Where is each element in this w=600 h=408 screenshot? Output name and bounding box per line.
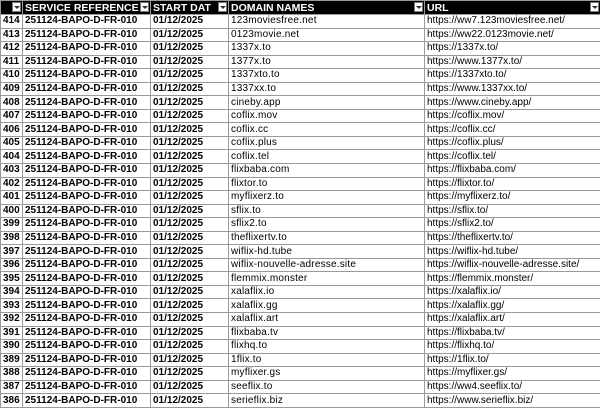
start-date-cell[interactable]: 01/12/2025: [151, 69, 229, 83]
table-row: [1, 258, 600, 272]
domain-name-cell[interactable]: 1377x.to: [229, 55, 425, 69]
domain-name-cell[interactable]: 0123movie.net: [229, 28, 425, 42]
url-cell[interactable]: https://flixtor.to/: [425, 177, 600, 191]
domain-name-cell[interactable]: 123moviesfree.net: [229, 15, 425, 29]
start-date-cell[interactable]: 01/12/2025: [151, 109, 229, 123]
column-header-start-date[interactable]: START DAT: [151, 1, 229, 15]
start-date-cell[interactable]: 01/12/2025: [151, 394, 229, 408]
url-cell[interactable]: https://flixbaba.tv/: [425, 326, 600, 340]
start-date-cell[interactable]: 01/12/2025: [151, 136, 229, 150]
domain-name-cell[interactable]: 1337x.to: [229, 42, 425, 56]
table-row: [1, 380, 600, 394]
row-number-cell[interactable]: 413: [1, 28, 23, 42]
table-row: [1, 82, 600, 96]
start-date-cell[interactable]: 01/12/2025: [151, 353, 229, 367]
domain-name-cell[interactable]: wiflix-nouvelle-adresse.site: [229, 258, 425, 272]
domain-name-cell[interactable]: coflix.tel: [229, 150, 425, 164]
domain-name-cell[interactable]: 1337xto.to: [229, 69, 425, 83]
table-row: [1, 245, 600, 259]
url-cell[interactable]: https://xalaflix.art/: [425, 313, 600, 327]
table-row: [1, 150, 600, 164]
domain-name-cell[interactable]: theflixertv.to: [229, 231, 425, 245]
domain-name-cell[interactable]: seeflix.to: [229, 380, 425, 394]
filter-dropdown-icon[interactable]: [12, 2, 21, 12]
start-date-cell[interactable]: 01/12/2025: [151, 82, 229, 96]
service-reference-cell[interactable]: 251124-BAPO-D-FR-010: [23, 69, 151, 83]
service-reference-cell[interactable]: 251124-BAPO-D-FR-010: [23, 28, 151, 42]
service-reference-cell[interactable]: 251124-BAPO-D-FR-010: [23, 42, 151, 56]
service-reference-cell[interactable]: 251124-BAPO-D-FR-010: [23, 164, 151, 178]
table-row: [1, 136, 600, 150]
start-date-cell[interactable]: 01/12/2025: [151, 204, 229, 218]
table-row: [1, 123, 600, 137]
domain-name-cell[interactable]: sflix.to: [229, 204, 425, 218]
start-date-cell[interactable]: 01/12/2025: [151, 164, 229, 178]
url-cell[interactable]: https://myflixerz.to/: [425, 191, 600, 205]
row-number-cell[interactable]: 408: [1, 96, 23, 110]
start-date-cell[interactable]: 01/12/2025: [151, 177, 229, 191]
table-row: [1, 42, 600, 56]
header-row: [1, 1, 600, 15]
domain-name-cell[interactable]: xalaflix.art: [229, 313, 425, 327]
domain-name-cell[interactable]: flemmix.monster: [229, 272, 425, 286]
service-reference-cell[interactable]: 251124-BAPO-D-FR-010: [23, 353, 151, 367]
row-number-cell[interactable]: 391: [1, 326, 23, 340]
domain-name-cell[interactable]: flixhq.to: [229, 340, 425, 354]
table-row: [1, 353, 600, 367]
url-cell[interactable]: https://ww4.seeflix.to/: [425, 380, 600, 394]
table-row: [1, 218, 600, 232]
start-date-cell[interactable]: 01/12/2025: [151, 299, 229, 313]
row-number-cell[interactable]: 395: [1, 272, 23, 286]
service-reference-cell[interactable]: 251124-BAPO-D-FR-010: [23, 109, 151, 123]
row-number-cell[interactable]: 386: [1, 394, 23, 408]
url-cell[interactable]: https://wiflix-nouvelle-adresse.site/: [425, 258, 600, 272]
start-date-cell[interactable]: 01/12/2025: [151, 15, 229, 29]
column-header-domain-names[interactable]: DOMAIN NAMES: [229, 1, 425, 15]
filter-dropdown-icon[interactable]: [140, 2, 149, 12]
row-number-cell[interactable]: 412: [1, 42, 23, 56]
service-reference-cell[interactable]: 251124-BAPO-D-FR-010: [23, 380, 151, 394]
url-cell[interactable]: https://flemmix.monster/: [425, 272, 600, 286]
row-number-cell[interactable]: 396: [1, 258, 23, 272]
table-row: [1, 28, 600, 42]
row-number-cell[interactable]: 399: [1, 218, 23, 232]
start-date-cell[interactable]: 01/12/2025: [151, 55, 229, 69]
row-number-cell[interactable]: 390: [1, 340, 23, 354]
row-number-cell[interactable]: 409: [1, 82, 23, 96]
domain-name-cell[interactable]: flixbaba.tv: [229, 326, 425, 340]
row-number-cell[interactable]: 394: [1, 285, 23, 299]
table-row: [1, 191, 600, 205]
url-cell[interactable]: https://ww22.0123movie.net/: [425, 28, 600, 42]
service-reference-cell[interactable]: 251124-BAPO-D-FR-010: [23, 245, 151, 259]
service-reference-cell[interactable]: 251124-BAPO-D-FR-010: [23, 299, 151, 313]
domain-name-cell[interactable]: xalaflix.gg: [229, 299, 425, 313]
service-reference-cell[interactable]: 251124-BAPO-D-FR-010: [23, 340, 151, 354]
url-cell[interactable]: https://xalaflix.gg/: [425, 299, 600, 313]
start-date-cell[interactable]: 01/12/2025: [151, 313, 229, 327]
row-number-cell[interactable]: 398: [1, 231, 23, 245]
row-number-cell[interactable]: 406: [1, 123, 23, 137]
domain-name-cell[interactable]: flixbaba.com: [229, 164, 425, 178]
row-number-cell[interactable]: 400: [1, 204, 23, 218]
table-row: [1, 55, 600, 69]
start-date-cell[interactable]: 01/12/2025: [151, 380, 229, 394]
service-reference-cell[interactable]: 251124-BAPO-D-FR-010: [23, 96, 151, 110]
domain-name-cell[interactable]: cineby.app: [229, 96, 425, 110]
row-number-cell[interactable]: 388: [1, 367, 23, 381]
start-date-cell[interactable]: 01/12/2025: [151, 42, 229, 56]
row-number-cell[interactable]: 410: [1, 69, 23, 83]
domain-name-cell[interactable]: coflix.plus: [229, 136, 425, 150]
domain-name-cell[interactable]: 1337xx.to: [229, 82, 425, 96]
table-row: [1, 69, 600, 83]
url-cell[interactable]: https://1337xto.to/: [425, 69, 600, 83]
service-reference-cell[interactable]: 251124-BAPO-D-FR-010: [23, 82, 151, 96]
filter-dropdown-icon[interactable]: [218, 2, 227, 12]
service-reference-cell[interactable]: 251124-BAPO-D-FR-010: [23, 177, 151, 191]
row-number-cell[interactable]: 411: [1, 55, 23, 69]
table-row: [1, 394, 600, 408]
service-reference-cell[interactable]: 251124-BAPO-D-FR-010: [23, 218, 151, 232]
service-reference-cell[interactable]: 251124-BAPO-D-FR-010: [23, 231, 151, 245]
table-row: [1, 340, 600, 354]
domain-name-cell[interactable]: myflixerz.to: [229, 191, 425, 205]
service-reference-cell[interactable]: 251124-BAPO-D-FR-010: [23, 285, 151, 299]
row-number-cell[interactable]: 405: [1, 136, 23, 150]
row-number-cell[interactable]: 401: [1, 191, 23, 205]
table-row: [1, 326, 600, 340]
url-cell[interactable]: https://sflix2.to/: [425, 218, 600, 232]
table-body: [1, 15, 600, 408]
service-reference-cell[interactable]: 251124-BAPO-D-FR-010: [23, 55, 151, 69]
start-date-cell[interactable]: 01/12/2025: [151, 245, 229, 259]
url-cell[interactable]: https://1337x.to/: [425, 42, 600, 56]
row-number-cell[interactable]: 414: [1, 15, 23, 29]
table-row: [1, 15, 600, 29]
service-reference-cell[interactable]: 251124-BAPO-D-FR-010: [23, 326, 151, 340]
start-date-cell[interactable]: 01/12/2025: [151, 367, 229, 381]
filter-dropdown-icon[interactable]: [590, 2, 599, 12]
table-row: [1, 109, 600, 123]
row-number-cell[interactable]: 392: [1, 313, 23, 327]
service-reference-cell[interactable]: 251124-BAPO-D-FR-010: [23, 258, 151, 272]
table-row: [1, 299, 600, 313]
url-cell[interactable]: https://flixhq.to/: [425, 340, 600, 354]
table-row: [1, 177, 600, 191]
column-header-url[interactable]: URL: [425, 1, 600, 15]
url-cell[interactable]: https://ww7.123moviesfree.net/: [425, 15, 600, 29]
table-row: [1, 272, 600, 286]
row-number-cell[interactable]: 387: [1, 380, 23, 394]
row-number-cell[interactable]: 389: [1, 353, 23, 367]
service-reference-cell[interactable]: 251124-BAPO-D-FR-010: [23, 272, 151, 286]
url-cell[interactable]: https://coflix.plus/: [425, 136, 600, 150]
domain-name-cell[interactable]: wiflix-hd.tube: [229, 245, 425, 259]
table-row: [1, 285, 600, 299]
row-number-cell[interactable]: 407: [1, 109, 23, 123]
url-cell[interactable]: https://1flix.to/: [425, 353, 600, 367]
row-number-cell[interactable]: 404: [1, 150, 23, 164]
filter-dropdown-icon[interactable]: [414, 2, 423, 12]
url-cell[interactable]: https://coflix.tel/: [425, 150, 600, 164]
start-date-cell[interactable]: 01/12/2025: [151, 218, 229, 232]
domain-name-cell[interactable]: xalaflix.io: [229, 285, 425, 299]
domain-name-cell[interactable]: flixtor.to: [229, 177, 425, 191]
url-cell[interactable]: https://xalaflix.io/: [425, 285, 600, 299]
domain-name-cell[interactable]: coflix.mov: [229, 109, 425, 123]
start-date-cell[interactable]: 01/12/2025: [151, 123, 229, 137]
domain-name-cell[interactable]: myflixer.gs: [229, 367, 425, 381]
url-cell[interactable]: https://www.cineby.app/: [425, 96, 600, 110]
service-reference-cell[interactable]: 251124-BAPO-D-FR-010: [23, 313, 151, 327]
start-date-cell[interactable]: 01/12/2025: [151, 191, 229, 205]
row-number-cell[interactable]: 393: [1, 299, 23, 313]
table-row: [1, 96, 600, 110]
start-date-cell[interactable]: 01/12/2025: [151, 272, 229, 286]
row-number-cell[interactable]: 403: [1, 164, 23, 178]
service-reference-cell[interactable]: 251124-BAPO-D-FR-010: [23, 191, 151, 205]
start-date-cell[interactable]: 01/12/2025: [151, 285, 229, 299]
start-date-cell[interactable]: 01/12/2025: [151, 28, 229, 42]
start-date-cell[interactable]: 01/12/2025: [151, 231, 229, 245]
start-date-cell[interactable]: 01/12/2025: [151, 258, 229, 272]
domain-name-cell[interactable]: serieflix.biz: [229, 394, 425, 408]
table-row: [1, 231, 600, 245]
service-reference-cell[interactable]: 251124-BAPO-D-FR-010: [23, 367, 151, 381]
column-header-num[interactable]: [1, 1, 23, 15]
column-header-service-reference[interactable]: SERVICE REFERENCE: [23, 1, 151, 15]
service-reference-cell[interactable]: 251124-BAPO-D-FR-010: [23, 150, 151, 164]
url-cell[interactable]: https://www.1377x.to/: [425, 55, 600, 69]
service-reference-cell[interactable]: 251124-BAPO-D-FR-010: [23, 136, 151, 150]
domain-name-cell[interactable]: coflix.cc: [229, 123, 425, 137]
service-reference-cell[interactable]: 251124-BAPO-D-FR-010: [23, 204, 151, 218]
url-cell[interactable]: https://sflix.to/: [425, 204, 600, 218]
service-reference-cell[interactable]: 251124-BAPO-D-FR-010: [23, 123, 151, 137]
url-cell[interactable]: https://coflix.cc/: [425, 123, 600, 137]
domain-name-cell[interactable]: 1flix.to: [229, 353, 425, 367]
table-row: [1, 367, 600, 381]
url-cell[interactable]: https://flixbaba.com/: [425, 164, 600, 178]
table-row: [1, 164, 600, 178]
url-cell[interactable]: https://wiflix-hd.tube/: [425, 245, 600, 259]
url-cell[interactable]: https://www.1337xx.to/: [425, 82, 600, 96]
row-number-cell[interactable]: 402: [1, 177, 23, 191]
url-cell[interactable]: https://theflixertv.to/: [425, 231, 600, 245]
start-date-cell[interactable]: 01/12/2025: [151, 150, 229, 164]
row-number-cell[interactable]: 397: [1, 245, 23, 259]
service-reference-cell[interactable]: 251124-BAPO-D-FR-010: [23, 394, 151, 408]
start-date-cell[interactable]: 01/12/2025: [151, 340, 229, 354]
start-date-cell[interactable]: 01/12/2025: [151, 96, 229, 110]
table-row: [1, 313, 600, 327]
domain-name-cell[interactable]: sflix2.to: [229, 218, 425, 232]
url-cell[interactable]: https://www.serieflix.biz/: [425, 394, 600, 408]
url-cell[interactable]: https://coflix.mov/: [425, 109, 600, 123]
service-reference-cell[interactable]: 251124-BAPO-D-FR-010: [23, 15, 151, 29]
table-row: [1, 204, 600, 218]
start-date-cell[interactable]: 01/12/2025: [151, 326, 229, 340]
url-cell[interactable]: https://myflixer.gs/: [425, 367, 600, 381]
